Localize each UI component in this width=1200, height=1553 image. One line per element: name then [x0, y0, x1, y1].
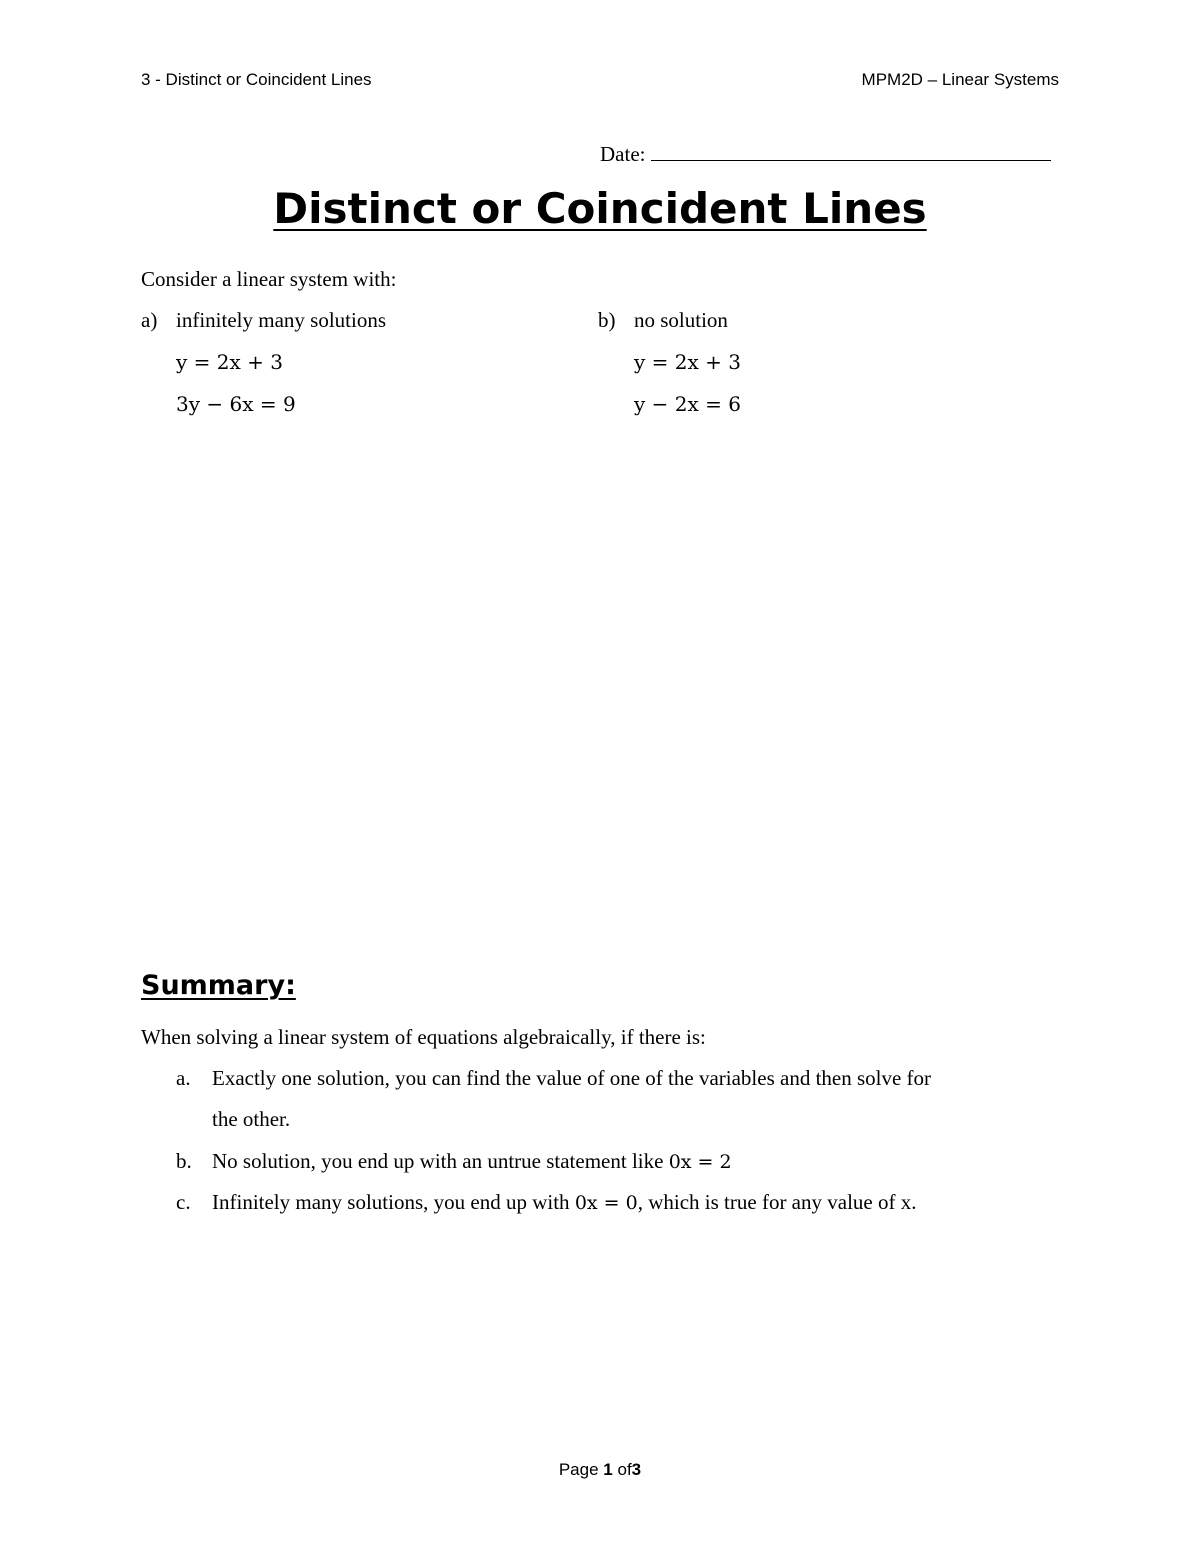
footer-page-word: Page	[558, 1460, 599, 1479]
part-a-label: infinitely many solutions	[176, 308, 386, 332]
part-b-equation-1: y = 2x + 3	[634, 350, 741, 374]
footer-total-pages: 3	[631, 1460, 642, 1479]
page-footer	[0, 1460, 1200, 1480]
summary-item-a-marker: a.	[176, 1066, 191, 1090]
summary-item-a-line-2: the other.	[212, 1107, 291, 1131]
summary-item-c-marker: c.	[176, 1190, 191, 1214]
summary-item-b-text: No solution, you end up with an untrue statement like	[212, 1149, 669, 1173]
date-field	[600, 142, 1051, 167]
summary-item-b-math: 0x = 2	[668, 1151, 732, 1173]
summary-item-c-text-after: , which is true for any value of x.	[637, 1190, 917, 1214]
part-b-letter: b)	[598, 308, 616, 332]
date-blank-line	[651, 142, 1051, 161]
footer-of-word: of	[617, 1460, 632, 1479]
part-a-letter: a)	[141, 308, 158, 332]
summary-intro: When solving a linear system of equations algebraically, if there is:	[141, 1025, 706, 1049]
summary-item-c-text: Infinitely many solutions, you end up with	[212, 1190, 575, 1214]
summary-item-c	[212, 1190, 916, 1215]
part-a-equation-1: y = 2x + 3	[176, 350, 283, 374]
summary-item-b-marker: b.	[176, 1149, 192, 1173]
page-title: Distinct or Coincident Lines	[273, 184, 927, 233]
footer-current-page: 1	[603, 1460, 613, 1479]
header-course-title: MPM2D – Linear Systems	[861, 70, 1059, 89]
summary-item-b	[212, 1149, 732, 1174]
part-a-equation-2: 3y − 6x = 9	[176, 392, 296, 416]
header-section-title: 3 - Distinct or Coincident Lines	[141, 70, 372, 89]
date-label: Date:	[600, 142, 646, 166]
summary-heading: Summary:	[141, 970, 296, 1001]
part-b-label: no solution	[634, 308, 728, 332]
summary-item-c-math: 0x = 0	[574, 1192, 638, 1214]
intro-text: Consider a linear system with:	[141, 267, 397, 291]
summary-item-a-line-1: Exactly one solution, you can find the value of one of the variables and then solve for	[212, 1066, 932, 1090]
part-b-equation-2: y − 2x = 6	[634, 392, 741, 416]
